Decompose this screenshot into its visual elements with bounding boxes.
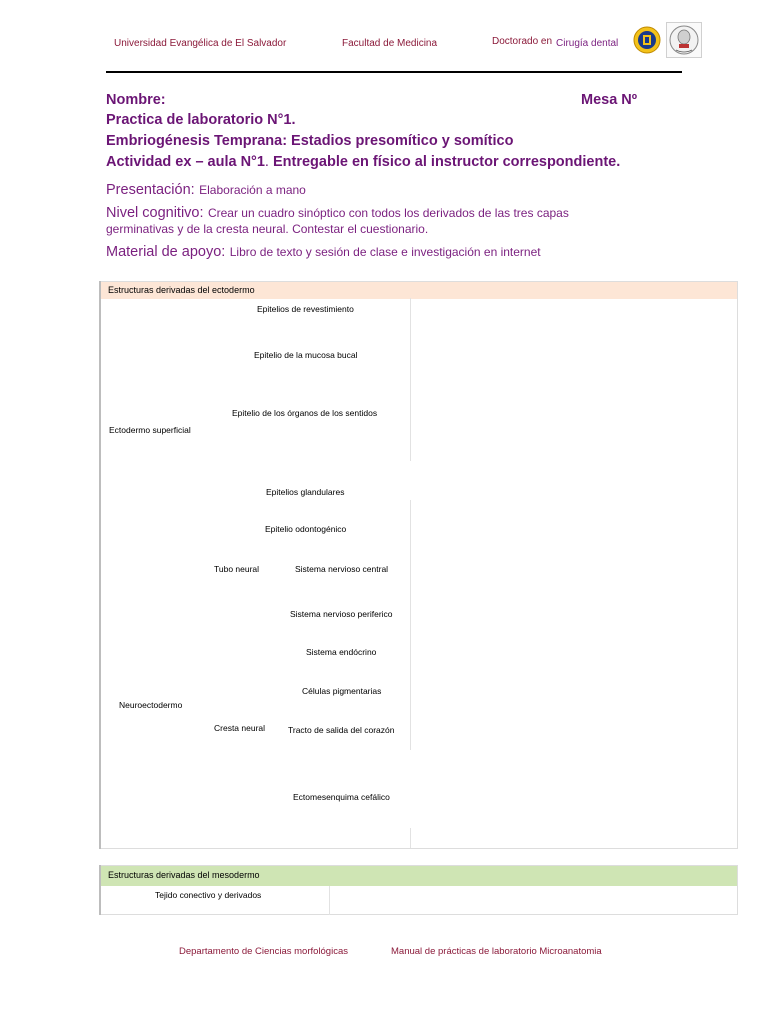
neuroectodermo-label: Neuroectodermo xyxy=(119,700,183,710)
footer-department: Departamento de Ciencias morfológicas xyxy=(179,946,348,957)
header-divider xyxy=(106,71,682,73)
table-cell: Epitelios glandulares xyxy=(266,487,345,497)
table-cell: Tejido conectivo y derivados xyxy=(155,890,262,900)
doctorate-prefix: Doctorado en xyxy=(492,36,553,47)
university-seal-logo xyxy=(633,25,661,60)
table-cell: Ectomesenquima cefálico xyxy=(293,792,390,802)
ectodermo-table xyxy=(99,281,738,849)
presentacion-row xyxy=(106,181,306,199)
nivel-label: Nivel cognitivo: xyxy=(106,205,204,221)
mesodermo-left-border xyxy=(99,865,101,915)
tema-title: Embriogénesis Temprana: Estadios presomítico y somítico xyxy=(106,133,514,149)
actividad-title xyxy=(106,154,620,170)
nivel-row xyxy=(106,204,569,222)
tubo-neural-label: Tubo neural xyxy=(214,564,260,574)
material-label: Material de apoyo: xyxy=(106,244,226,260)
actividad-rest-plain: . xyxy=(264,154,269,170)
column-divider xyxy=(329,886,330,915)
table-cell: Epitelios de revestimiento xyxy=(257,304,354,314)
table-cell: Sistema nervioso periferico xyxy=(290,609,393,619)
ectodermo-left-border xyxy=(99,281,101,849)
presentacion-value: Elaboración a mano xyxy=(199,183,306,197)
table-cell: Sistema endócrino xyxy=(306,647,377,657)
cresta-neural-label: Cresta neural xyxy=(214,723,266,733)
presentacion-label: Presentación: xyxy=(106,182,195,198)
table-cell: Epitelio odontogénico xyxy=(265,524,347,534)
university-name: Universidad Evangélica de El Salvador xyxy=(114,38,287,49)
material-value: Libro de texto y sesión de clase e investigación en internet xyxy=(229,245,541,259)
footer-manual: Manual de prácticas de laboratorio Microanatomia xyxy=(391,946,602,957)
table-cell: Epitelio de la mucosa bucal xyxy=(254,350,358,360)
column-divider xyxy=(410,298,411,461)
nivel-value-line2: germinativas y de la cresta neural. Contestar el cuestionario. xyxy=(106,222,429,236)
actividad-bold: Actividad ex – aula N°1 xyxy=(106,154,265,170)
doctorate-field: Cirugía dental xyxy=(556,38,619,49)
table-cell: Epitelio de los órganos de los sentidos xyxy=(232,408,378,418)
nivel-value-line1: Crear un cuadro sinóptico con todos los derivados de las tres capas xyxy=(207,206,569,220)
practica-title: Practica de laboratorio N°1. xyxy=(106,112,296,128)
actividad-rest: Entregable en físico al instructor correspondiente. xyxy=(268,154,621,170)
faculty-seal-logo xyxy=(666,22,702,63)
column-divider xyxy=(410,500,411,750)
material-row xyxy=(106,243,541,261)
table-cell: Sistema nervioso central xyxy=(295,564,389,574)
ectodermo-superficial-label: Ectodermo superficial xyxy=(109,425,191,435)
mesodermo-table-header: Estructuras derivadas del mesodermo xyxy=(100,866,737,886)
column-divider xyxy=(410,828,411,848)
table-cell: Células pigmentarias xyxy=(302,686,382,696)
ectodermo-table-header: Estructuras derivadas del ectodermo xyxy=(100,282,737,299)
nombre-label: Nombre: xyxy=(106,92,166,108)
faculty-name: Facultad de Medicina xyxy=(342,38,438,49)
mesa-label: Mesa Nº xyxy=(581,92,638,108)
table-cell: Tracto de salida del corazón xyxy=(288,725,395,735)
